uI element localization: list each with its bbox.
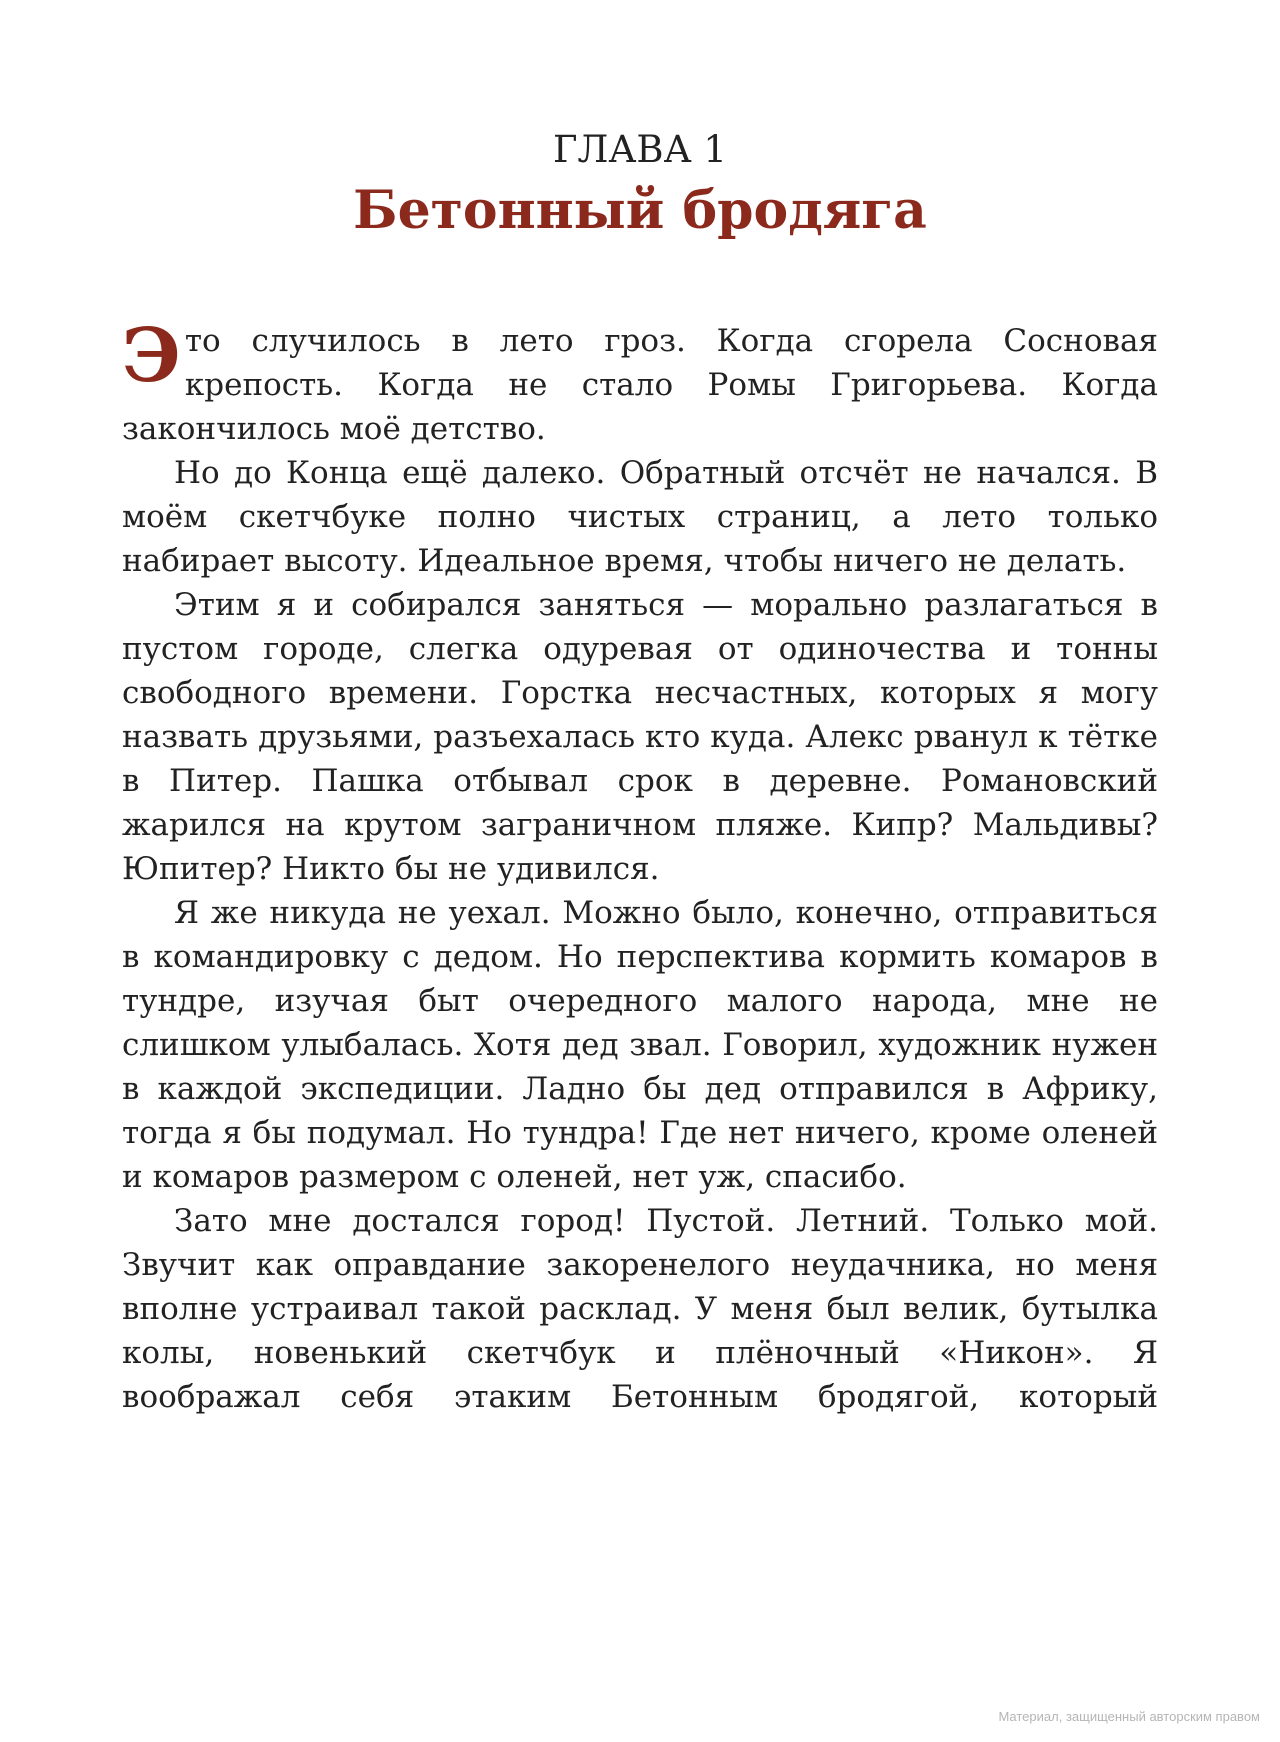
paragraph-4: Я же никуда не уехал. Можно было, конечно, отправиться в командировку с дедом. Но перспектива кормить комаров в тундре, изучая быт очередного малого народа, мне не слишком улыбалась. Хотя дед звал. Говорил, художник нужен в каждой экспедиции. Ладно бы дед отправился в Африку, тогда я бы подумал. Но тундра! Где нет ничего, кроме оленей и комаров размером с оленей, нет уж, спасибо. bbox=[122, 895, 1158, 1195]
paragraph-3: Этим я и собирался заняться — морально разлагаться в пустом городе, слегка одуревая от одиночества и тонны свободного времени. Горстка несчастных, которых я могу назвать друзьями, разъехалась кто куда. Алекс рванул к тётке в Питер. Пашка отбывал срок в деревне. Романовский жарился на крутом заграничном пляже. Кипр? Мальдивы? Юпитер? Никто бы не удивился. bbox=[122, 587, 1158, 887]
paragraph-1-text: то случилось в лето гроз. Когда сгорела Сосновая крепость. Когда не стало Ромы Григорьева. Когда закончилось моё детство. bbox=[122, 323, 1158, 447]
chapter-title: Бетонный бродяга bbox=[353, 180, 927, 241]
paragraph-1 bbox=[122, 313, 1158, 451]
copyright-watermark: Материал, защищенный авторским правом bbox=[998, 1709, 1260, 1724]
paragraph-5: Зато мне достался город! Пустой. Летний. Только мой. Звучит как оправдание закоренелого неудачника, но меня вполне устраивал такой расклад. У меня был велик, бутылка колы, новенький скетчбук и плёночный «Никон». Я воображал себя этаким Бетонным бродягой, который bbox=[122, 1203, 1158, 1415]
drop-cap: Э bbox=[122, 313, 181, 399]
paragraph-2: Но до Конца ещё далеко. Обратный отсчёт не начался. В моём скетчбуке полно чистых страниц, а лето только набирает высоту. Идеальное время, чтобы ничего не делать. bbox=[122, 455, 1158, 579]
chapter-number: ГЛАВА 1 bbox=[553, 128, 727, 171]
chapter-header bbox=[0, 128, 1280, 242]
chapter-text bbox=[122, 313, 1158, 1419]
